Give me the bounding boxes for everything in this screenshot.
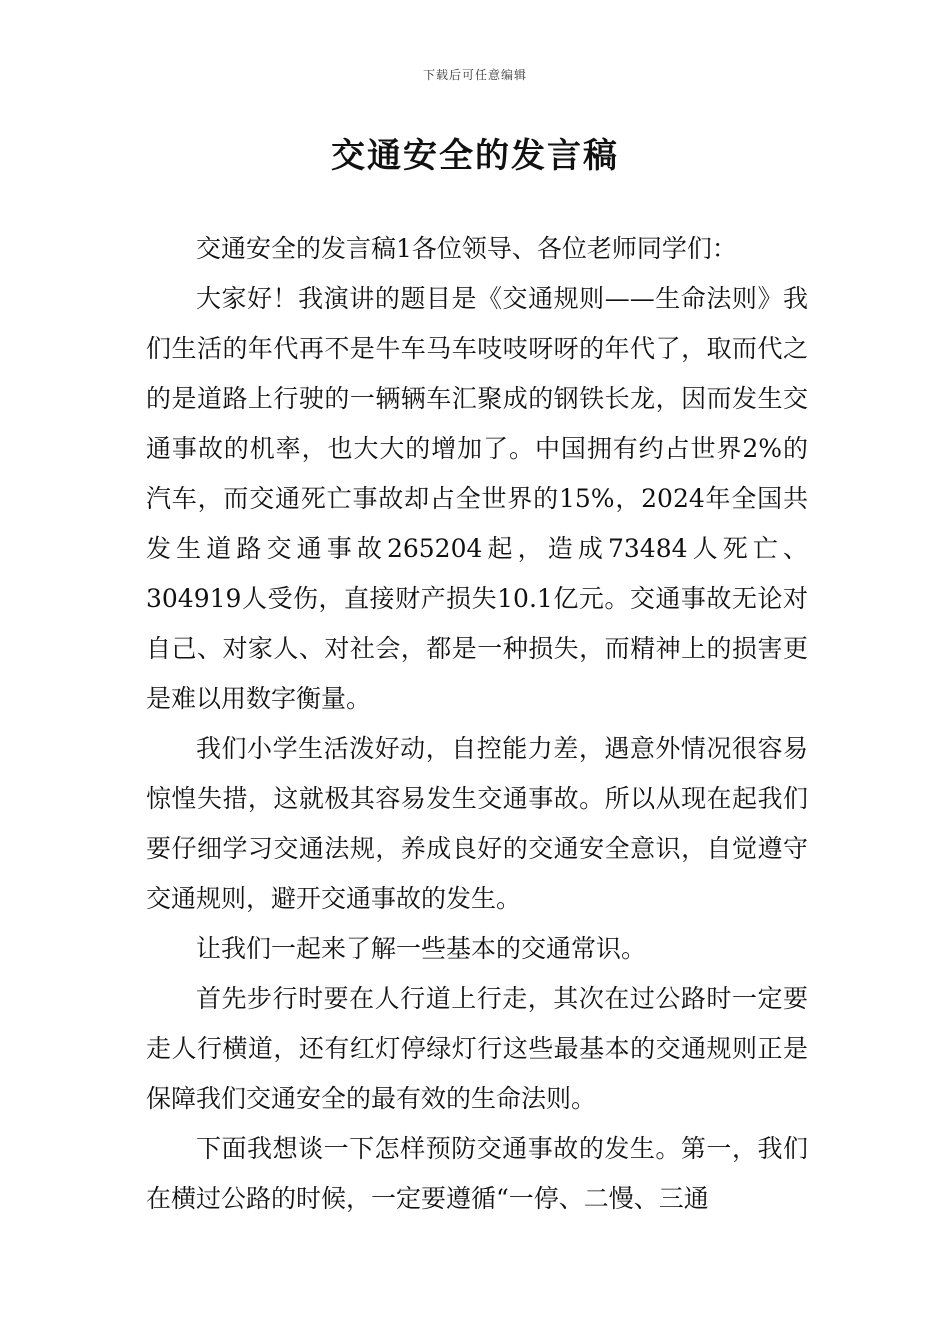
paragraph-3: 我们小学生活泼好动，自控能力差，遇意外情况很容易惊惶失措，这就极其容易发生交通事故。所以从现在起我们要仔细学习交通法规，养成良好的交通安全意识，自觉遵守交通规则，避开交通事故的发生。 xyxy=(146,734,808,913)
paragraph-4: 让我们一起来了解一些基本的交通常识。 xyxy=(196,934,647,963)
document-title: 交通安全的发言稿 xyxy=(331,136,619,176)
paragraph-6: 下面我想谈一下怎样预防交通事故的发生。第一，我们在横过公路的时候，一定要遵循“一停、二慢、三通 xyxy=(146,1134,808,1213)
paragraph-5: 首先步行时要在人行道上行走，其次在过公路时一定要走人行横道，还有红灯停绿灯行这些最基本的交通规则正是保障我们交通安全的最有效的生命法则。 xyxy=(146,984,808,1113)
header-note: 下载后可任意编辑 xyxy=(422,68,527,82)
paragraph-2: 大家好！我演讲的题目是《交通规则——生命法则》我们生活的年代再不是牛车马车吱吱呀呀的年代了，取而代之的是道路上行驶的一辆辆车汇聚成的钢铁长龙，因而发生交通事故的机率，也大大的增加了。中国拥有约占世界2%的汽车，而交通死亡事故却占全世界的15%，2024年全国共发生道路交通事故265204起，造成73484人死亡、304919人受伤，直接财产损失10.1亿元。交通事故无论对自己、对家人、对社会，都是一种损失，而精神上的损害更是难以用数字衡量。 xyxy=(146,284,808,713)
document-body xyxy=(146,224,808,1224)
paragraph-1: 交通安全的发言稿1各位领导、各位老师同学们： xyxy=(196,234,737,263)
